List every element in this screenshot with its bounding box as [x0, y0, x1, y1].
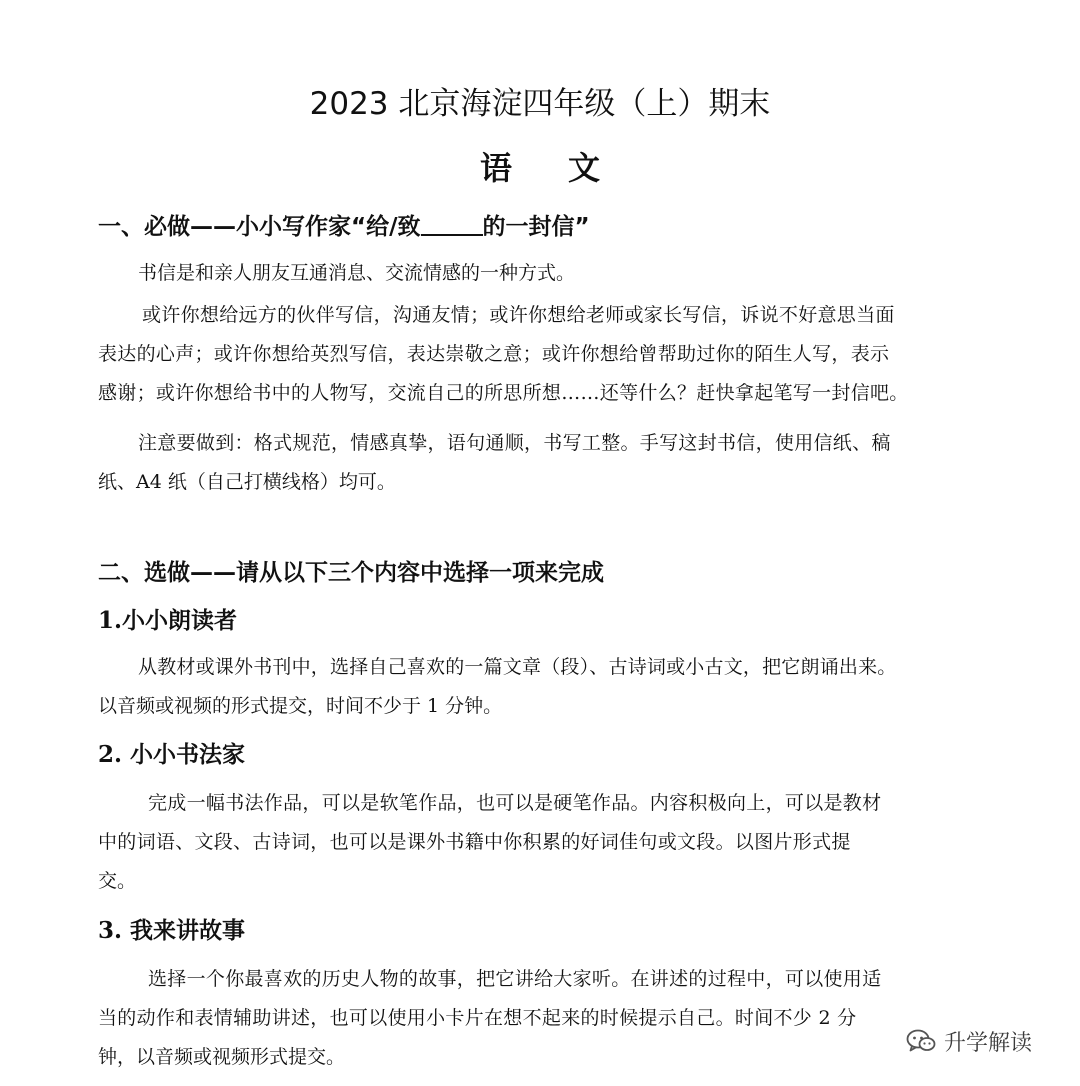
item1-title: 1.小小朗读者 [98, 607, 238, 634]
paragraph-line: 钟，以音频或视频形式提交。 [98, 1046, 346, 1068]
paragraph-line: 以音频或视频的形式提交，时间不少于 1 分钟。 [98, 695, 503, 717]
subject-heading [0, 146, 1080, 190]
paragraph-line: 注意要做到：格式规范，情感真挚，语句通顺，书写工整。手写这封书信，使用信纸、稿 [138, 432, 891, 454]
paragraph-line: 或许你想给远方的伙伴写信，沟通友情；或许你想给老师或家长写信，诉说不好意思当面 [142, 304, 895, 326]
watermark [906, 1021, 1032, 1061]
item3-body [98, 960, 988, 1077]
subject-char-2: 文 [568, 149, 601, 187]
paragraph-line: 书信是和亲人朋友互通消息、交流情感的一种方式。 [138, 262, 576, 284]
subject-char-1: 语 [479, 149, 512, 187]
section1-paragraph-3 [98, 424, 988, 502]
section1-heading-suffix: 的一封信” [482, 214, 590, 240]
wechat-icon [906, 1028, 936, 1054]
paragraph-line: 感谢；或许你想给书中的人物写，交流自己的所思所想……还等什么？赶快拿起笔写一封信吧。 [98, 382, 909, 404]
document-title: 2023 北京海淀四年级（上）期末 [309, 86, 771, 122]
section1-paragraph-1 [98, 254, 988, 293]
section2-heading: 二、选做——请从以下三个内容中选择一项来完成 [98, 560, 604, 586]
watermark-text: 升学解读 [944, 1030, 1033, 1056]
paragraph-line: 完成一幅书法作品，可以是软笔作品，也可以是硬笔作品。内容积极向上，可以是教材 [148, 792, 882, 814]
paragraph-line: 选择一个你最喜欢的历史人物的故事，把它讲给大家听。在讲述的过程中，可以使用适 [148, 968, 882, 990]
item2-body [98, 784, 988, 901]
item1-body [98, 648, 988, 726]
paragraph-line: 从教材或课外书刊中，选择自己喜欢的一篇文章（段）、古诗词或小古文，把它朗诵出来。 [138, 656, 897, 678]
paragraph-line: 中的词语、文段、古诗词，也可以是课外书籍中你积累的好词佳句或文段。以图片形式提 [98, 831, 851, 853]
section1-paragraph-2 [98, 296, 988, 413]
section1-heading-prefix: 一、必做——小小写作家“给/致 [98, 214, 421, 240]
paragraph-line: 表达的心声；或许你想给英烈写信，表达崇敬之意；或许你想给曾帮助过你的陌生人写，表示 [98, 343, 890, 365]
item3-title: 3. 我来讲故事 [98, 917, 246, 944]
paragraph-line: 交。 [98, 870, 137, 892]
paragraph-line: 当的动作和表情辅助讲述，也可以使用小卡片在想不起来的时候提示自己。时间不少 2 分 [98, 1007, 857, 1029]
item2-title: 2. 小小书法家 [98, 741, 246, 768]
paragraph-line: 纸、A4 纸（自己打横线格）均可。 [98, 471, 396, 493]
section1-heading [98, 210, 590, 244]
blank-underline [421, 212, 483, 236]
